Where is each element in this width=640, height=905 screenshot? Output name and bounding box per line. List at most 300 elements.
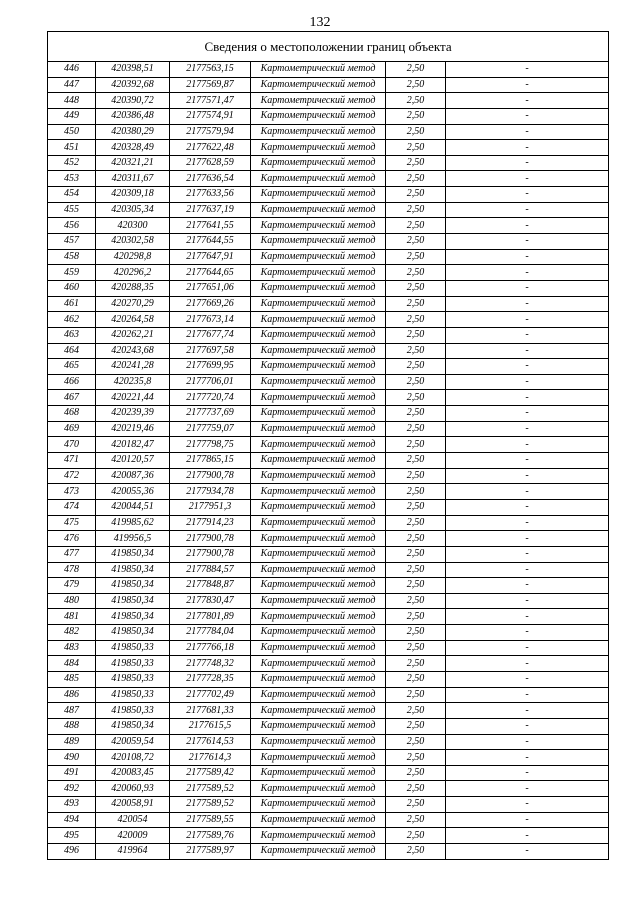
point-number-cell: 484 — [48, 656, 96, 672]
y-coordinate-cell: 2177737,69 — [170, 406, 251, 422]
y-coordinate-cell: 2177900,78 — [170, 468, 251, 484]
description-cell: - — [446, 249, 609, 265]
y-coordinate-cell: 2177571,47 — [170, 93, 251, 109]
y-coordinate-cell: 2177589,97 — [170, 844, 251, 860]
x-coordinate-cell: 419850,34 — [96, 718, 170, 734]
point-number-cell: 496 — [48, 844, 96, 860]
y-coordinate-cell: 2177614,3 — [170, 750, 251, 766]
point-number-cell: 448 — [48, 93, 96, 109]
accuracy-cell: 2,50 — [386, 249, 446, 265]
description-cell: - — [446, 296, 609, 312]
x-coordinate-cell: 420009 — [96, 828, 170, 844]
table-row — [48, 750, 609, 766]
table-row — [48, 499, 609, 515]
x-coordinate-cell: 420309,18 — [96, 187, 170, 203]
y-coordinate-cell: 2177914,23 — [170, 515, 251, 531]
method-cell: Картометрический метод — [251, 218, 386, 234]
x-coordinate-cell: 420087,36 — [96, 468, 170, 484]
page-number: 132 — [309, 15, 331, 30]
y-coordinate-cell: 2177748,32 — [170, 656, 251, 672]
method-cell: Картометрический метод — [251, 812, 386, 828]
table-row — [48, 531, 609, 547]
point-number-cell: 495 — [48, 828, 96, 844]
x-coordinate-cell: 420044,51 — [96, 499, 170, 515]
x-coordinate-cell: 419850,34 — [96, 562, 170, 578]
point-number-cell: 492 — [48, 781, 96, 797]
x-coordinate-cell: 420288,35 — [96, 280, 170, 296]
x-coordinate-cell: 420221,44 — [96, 390, 170, 406]
accuracy-cell: 2,50 — [386, 687, 446, 703]
point-number-cell: 462 — [48, 312, 96, 328]
description-cell: - — [446, 202, 609, 218]
accuracy-cell: 2,50 — [386, 265, 446, 281]
y-coordinate-cell: 2177951,3 — [170, 499, 251, 515]
point-number-cell: 463 — [48, 327, 96, 343]
accuracy-cell: 2,50 — [386, 797, 446, 813]
method-cell: Картометрический метод — [251, 296, 386, 312]
table-row — [48, 390, 609, 406]
accuracy-cell: 2,50 — [386, 812, 446, 828]
point-number-cell: 465 — [48, 359, 96, 375]
y-coordinate-cell: 2177884,57 — [170, 562, 251, 578]
point-number-cell: 451 — [48, 140, 96, 156]
x-coordinate-cell: 420311,67 — [96, 171, 170, 187]
y-coordinate-cell: 2177589,76 — [170, 828, 251, 844]
accuracy-cell: 2,50 — [386, 640, 446, 656]
description-cell: - — [446, 140, 609, 156]
x-coordinate-cell: 420300 — [96, 218, 170, 234]
x-coordinate-cell: 420239,39 — [96, 406, 170, 422]
method-cell: Картометрический метод — [251, 703, 386, 719]
accuracy-cell: 2,50 — [386, 484, 446, 500]
table-row — [48, 640, 609, 656]
x-coordinate-cell: 420182,47 — [96, 437, 170, 453]
method-cell: Картометрический метод — [251, 531, 386, 547]
method-cell: Картометрический метод — [251, 671, 386, 687]
x-coordinate-cell: 420305,34 — [96, 202, 170, 218]
x-coordinate-cell: 419850,33 — [96, 703, 170, 719]
method-cell: Картометрический метод — [251, 93, 386, 109]
y-coordinate-cell: 2177677,74 — [170, 327, 251, 343]
boundary-coordinates-table — [47, 31, 609, 860]
accuracy-cell: 2,50 — [386, 374, 446, 390]
y-coordinate-cell: 2177848,87 — [170, 578, 251, 594]
description-cell: - — [446, 515, 609, 531]
table-row — [48, 140, 609, 156]
table-row — [48, 406, 609, 422]
accuracy-cell: 2,50 — [386, 593, 446, 609]
description-cell: - — [446, 750, 609, 766]
point-number-cell: 459 — [48, 265, 96, 281]
point-number-cell: 494 — [48, 812, 96, 828]
method-cell: Картометрический метод — [251, 124, 386, 140]
point-number-cell: 449 — [48, 108, 96, 124]
x-coordinate-cell: 419850,34 — [96, 625, 170, 641]
method-cell: Картометрический метод — [251, 234, 386, 250]
table-row — [48, 437, 609, 453]
point-number-cell: 474 — [48, 499, 96, 515]
point-number-cell: 472 — [48, 468, 96, 484]
y-coordinate-cell: 2177579,94 — [170, 124, 251, 140]
point-number-cell: 469 — [48, 421, 96, 437]
accuracy-cell: 2,50 — [386, 77, 446, 93]
accuracy-cell: 2,50 — [386, 343, 446, 359]
accuracy-cell: 2,50 — [386, 62, 446, 78]
x-coordinate-cell: 420302,58 — [96, 234, 170, 250]
accuracy-cell: 2,50 — [386, 171, 446, 187]
method-cell: Картометрический метод — [251, 312, 386, 328]
accuracy-cell: 2,50 — [386, 625, 446, 641]
method-cell: Картометрический метод — [251, 155, 386, 171]
y-coordinate-cell: 2177644,55 — [170, 234, 251, 250]
y-coordinate-cell: 2177637,19 — [170, 202, 251, 218]
description-cell: - — [446, 62, 609, 78]
method-cell: Картометрический метод — [251, 187, 386, 203]
point-number-cell: 447 — [48, 77, 96, 93]
y-coordinate-cell: 2177615,5 — [170, 718, 251, 734]
x-coordinate-cell: 420262,21 — [96, 327, 170, 343]
method-cell: Картометрический метод — [251, 202, 386, 218]
y-coordinate-cell: 2177697,58 — [170, 343, 251, 359]
accuracy-cell: 2,50 — [386, 578, 446, 594]
method-cell: Картометрический метод — [251, 265, 386, 281]
accuracy-cell: 2,50 — [386, 327, 446, 343]
description-cell: - — [446, 437, 609, 453]
x-coordinate-cell: 420392,68 — [96, 77, 170, 93]
accuracy-cell: 2,50 — [386, 280, 446, 296]
table-row — [48, 187, 609, 203]
method-cell: Картометрический метод — [251, 656, 386, 672]
point-number-cell: 480 — [48, 593, 96, 609]
point-number-cell: 468 — [48, 406, 96, 422]
point-number-cell: 456 — [48, 218, 96, 234]
y-coordinate-cell: 2177669,26 — [170, 296, 251, 312]
table-row — [48, 421, 609, 437]
accuracy-cell: 2,50 — [386, 296, 446, 312]
method-cell: Картометрический метод — [251, 280, 386, 296]
y-coordinate-cell: 2177644,65 — [170, 265, 251, 281]
point-number-cell: 458 — [48, 249, 96, 265]
method-cell: Картометрический метод — [251, 718, 386, 734]
x-coordinate-cell: 420296,2 — [96, 265, 170, 281]
description-cell: - — [446, 844, 609, 860]
description-cell: - — [446, 734, 609, 750]
table-row — [48, 734, 609, 750]
accuracy-cell: 2,50 — [386, 406, 446, 422]
y-coordinate-cell: 2177681,33 — [170, 703, 251, 719]
table-row — [48, 687, 609, 703]
y-coordinate-cell: 2177706,01 — [170, 374, 251, 390]
x-coordinate-cell: 420055,36 — [96, 484, 170, 500]
accuracy-cell: 2,50 — [386, 718, 446, 734]
x-coordinate-cell: 420264,58 — [96, 312, 170, 328]
table-title-row — [48, 32, 609, 62]
accuracy-cell: 2,50 — [386, 453, 446, 469]
y-coordinate-cell: 2177801,89 — [170, 609, 251, 625]
point-number-cell: 485 — [48, 671, 96, 687]
point-number-cell: 479 — [48, 578, 96, 594]
y-coordinate-cell: 2177830,47 — [170, 593, 251, 609]
y-coordinate-cell: 2177569,87 — [170, 77, 251, 93]
description-cell: - — [446, 468, 609, 484]
y-coordinate-cell: 2177699,95 — [170, 359, 251, 375]
method-cell: Картометрический метод — [251, 844, 386, 860]
table-row — [48, 812, 609, 828]
x-coordinate-cell: 419850,33 — [96, 671, 170, 687]
table-row — [48, 280, 609, 296]
x-coordinate-cell: 420380,29 — [96, 124, 170, 140]
table-row — [48, 77, 609, 93]
method-cell: Картометрический метод — [251, 765, 386, 781]
x-coordinate-cell: 419850,34 — [96, 593, 170, 609]
table-row — [48, 593, 609, 609]
x-coordinate-cell: 419850,34 — [96, 578, 170, 594]
table-row — [48, 468, 609, 484]
y-coordinate-cell: 2177702,49 — [170, 687, 251, 703]
point-number-cell: 482 — [48, 625, 96, 641]
table-row — [48, 296, 609, 312]
point-number-cell: 464 — [48, 343, 96, 359]
method-cell: Картометрический метод — [251, 578, 386, 594]
method-cell: Картометрический метод — [251, 421, 386, 437]
accuracy-cell: 2,50 — [386, 609, 446, 625]
description-cell: - — [446, 578, 609, 594]
y-coordinate-cell: 2177589,52 — [170, 797, 251, 813]
description-cell: - — [446, 312, 609, 328]
point-number-cell: 473 — [48, 484, 96, 500]
table-row — [48, 108, 609, 124]
y-coordinate-cell: 2177759,07 — [170, 421, 251, 437]
y-coordinate-cell: 2177934,78 — [170, 484, 251, 500]
accuracy-cell: 2,50 — [386, 656, 446, 672]
accuracy-cell: 2,50 — [386, 359, 446, 375]
accuracy-cell: 2,50 — [386, 734, 446, 750]
point-number-cell: 488 — [48, 718, 96, 734]
table-row — [48, 625, 609, 641]
y-coordinate-cell: 2177589,52 — [170, 781, 251, 797]
accuracy-cell: 2,50 — [386, 750, 446, 766]
description-cell: - — [446, 484, 609, 500]
x-coordinate-cell: 420235,8 — [96, 374, 170, 390]
description-cell: - — [446, 453, 609, 469]
description-cell: - — [446, 625, 609, 641]
x-coordinate-cell: 420328,49 — [96, 140, 170, 156]
table-row — [48, 546, 609, 562]
accuracy-cell: 2,50 — [386, 765, 446, 781]
y-coordinate-cell: 2177622,48 — [170, 140, 251, 156]
point-number-cell: 477 — [48, 546, 96, 562]
description-cell: - — [446, 687, 609, 703]
table-row — [48, 828, 609, 844]
x-coordinate-cell: 420243,68 — [96, 343, 170, 359]
x-coordinate-cell: 420120,57 — [96, 453, 170, 469]
point-number-cell: 450 — [48, 124, 96, 140]
x-coordinate-cell: 420083,45 — [96, 765, 170, 781]
table-row — [48, 781, 609, 797]
method-cell: Картометрический метод — [251, 750, 386, 766]
method-cell: Картометрический метод — [251, 468, 386, 484]
table-row — [48, 562, 609, 578]
accuracy-cell: 2,50 — [386, 671, 446, 687]
accuracy-cell: 2,50 — [386, 124, 446, 140]
description-cell: - — [446, 718, 609, 734]
accuracy-cell: 2,50 — [386, 844, 446, 860]
description-cell: - — [446, 593, 609, 609]
method-cell: Картометрический метод — [251, 609, 386, 625]
table-row — [48, 656, 609, 672]
x-coordinate-cell: 419956,5 — [96, 531, 170, 547]
table-row — [48, 155, 609, 171]
point-number-cell: 490 — [48, 750, 96, 766]
y-coordinate-cell: 2177628,59 — [170, 155, 251, 171]
accuracy-cell: 2,50 — [386, 390, 446, 406]
method-cell: Картометрический метод — [251, 781, 386, 797]
x-coordinate-cell: 419964 — [96, 844, 170, 860]
description-cell: - — [446, 374, 609, 390]
x-coordinate-cell: 419850,33 — [96, 687, 170, 703]
accuracy-cell: 2,50 — [386, 468, 446, 484]
description-cell: - — [446, 187, 609, 203]
description-cell: - — [446, 155, 609, 171]
table-body — [48, 32, 609, 860]
table-row — [48, 578, 609, 594]
method-cell: Картометрический метод — [251, 453, 386, 469]
method-cell: Картометрический метод — [251, 140, 386, 156]
point-number-cell: 457 — [48, 234, 96, 250]
y-coordinate-cell: 2177673,14 — [170, 312, 251, 328]
description-cell: - — [446, 609, 609, 625]
table-title: Сведения о местоположении границ объекта — [48, 32, 609, 62]
point-number-cell: 455 — [48, 202, 96, 218]
x-coordinate-cell: 419850,33 — [96, 656, 170, 672]
y-coordinate-cell: 2177589,55 — [170, 812, 251, 828]
table-row — [48, 171, 609, 187]
method-cell: Картометрический метод — [251, 359, 386, 375]
x-coordinate-cell: 420060,93 — [96, 781, 170, 797]
y-coordinate-cell: 2177563,15 — [170, 62, 251, 78]
accuracy-cell: 2,50 — [386, 234, 446, 250]
description-cell: - — [446, 359, 609, 375]
table-row — [48, 124, 609, 140]
y-coordinate-cell: 2177614,53 — [170, 734, 251, 750]
point-number-cell: 475 — [48, 515, 96, 531]
accuracy-cell: 2,50 — [386, 437, 446, 453]
accuracy-cell: 2,50 — [386, 187, 446, 203]
table-row — [48, 218, 609, 234]
table-row — [48, 374, 609, 390]
description-cell: - — [446, 77, 609, 93]
x-coordinate-cell: 420054 — [96, 812, 170, 828]
y-coordinate-cell: 2177636,54 — [170, 171, 251, 187]
description-cell: - — [446, 124, 609, 140]
point-number-cell: 478 — [48, 562, 96, 578]
description-cell: - — [446, 390, 609, 406]
table-row — [48, 515, 609, 531]
x-coordinate-cell: 419850,34 — [96, 609, 170, 625]
table-row — [48, 93, 609, 109]
point-number-cell: 453 — [48, 171, 96, 187]
x-coordinate-cell: 420219,46 — [96, 421, 170, 437]
method-cell: Картометрический метод — [251, 593, 386, 609]
method-cell: Картометрический метод — [251, 515, 386, 531]
method-cell: Картометрический метод — [251, 406, 386, 422]
method-cell: Картометрический метод — [251, 687, 386, 703]
accuracy-cell: 2,50 — [386, 421, 446, 437]
x-coordinate-cell: 420398,51 — [96, 62, 170, 78]
accuracy-cell: 2,50 — [386, 312, 446, 328]
point-number-cell: 483 — [48, 640, 96, 656]
y-coordinate-cell: 2177784,04 — [170, 625, 251, 641]
table-row — [48, 703, 609, 719]
y-coordinate-cell: 2177589,42 — [170, 765, 251, 781]
method-cell: Картометрический метод — [251, 249, 386, 265]
point-number-cell: 489 — [48, 734, 96, 750]
accuracy-cell: 2,50 — [386, 202, 446, 218]
accuracy-cell: 2,50 — [386, 499, 446, 515]
point-number-cell: 466 — [48, 374, 96, 390]
point-number-cell: 452 — [48, 155, 96, 171]
point-number-cell: 471 — [48, 453, 96, 469]
table-row — [48, 359, 609, 375]
point-number-cell: 493 — [48, 797, 96, 813]
method-cell: Картометрический метод — [251, 171, 386, 187]
point-number-cell: 476 — [48, 531, 96, 547]
method-cell: Картометрический метод — [251, 734, 386, 750]
table-row — [48, 343, 609, 359]
y-coordinate-cell: 2177728,35 — [170, 671, 251, 687]
x-coordinate-cell: 420241,28 — [96, 359, 170, 375]
method-cell: Картометрический метод — [251, 62, 386, 78]
table-row — [48, 265, 609, 281]
method-cell: Картометрический метод — [251, 390, 386, 406]
x-coordinate-cell: 420390,72 — [96, 93, 170, 109]
table-row — [48, 671, 609, 687]
point-number-cell: 491 — [48, 765, 96, 781]
point-number-cell: 460 — [48, 280, 96, 296]
y-coordinate-cell: 2177633,56 — [170, 187, 251, 203]
description-cell: - — [446, 828, 609, 844]
table-row — [48, 453, 609, 469]
table-row — [48, 797, 609, 813]
accuracy-cell: 2,50 — [386, 155, 446, 171]
method-cell: Картометрический метод — [251, 108, 386, 124]
description-cell: - — [446, 703, 609, 719]
x-coordinate-cell: 420108,72 — [96, 750, 170, 766]
x-coordinate-cell: 419985,62 — [96, 515, 170, 531]
accuracy-cell: 2,50 — [386, 93, 446, 109]
accuracy-cell: 2,50 — [386, 781, 446, 797]
table-row — [48, 202, 609, 218]
description-cell: - — [446, 499, 609, 515]
description-cell: - — [446, 108, 609, 124]
method-cell: Картометрический метод — [251, 562, 386, 578]
point-number-cell: 461 — [48, 296, 96, 312]
description-cell: - — [446, 781, 609, 797]
description-cell: - — [446, 531, 609, 547]
table-row — [48, 62, 609, 78]
y-coordinate-cell: 2177647,91 — [170, 249, 251, 265]
method-cell: Картометрический метод — [251, 374, 386, 390]
x-coordinate-cell: 420386,48 — [96, 108, 170, 124]
x-coordinate-cell: 420059,54 — [96, 734, 170, 750]
table-row — [48, 484, 609, 500]
description-cell: - — [446, 218, 609, 234]
method-cell: Картометрический метод — [251, 640, 386, 656]
description-cell: - — [446, 171, 609, 187]
description-cell: - — [446, 562, 609, 578]
point-number-cell: 487 — [48, 703, 96, 719]
method-cell: Картометрический метод — [251, 546, 386, 562]
